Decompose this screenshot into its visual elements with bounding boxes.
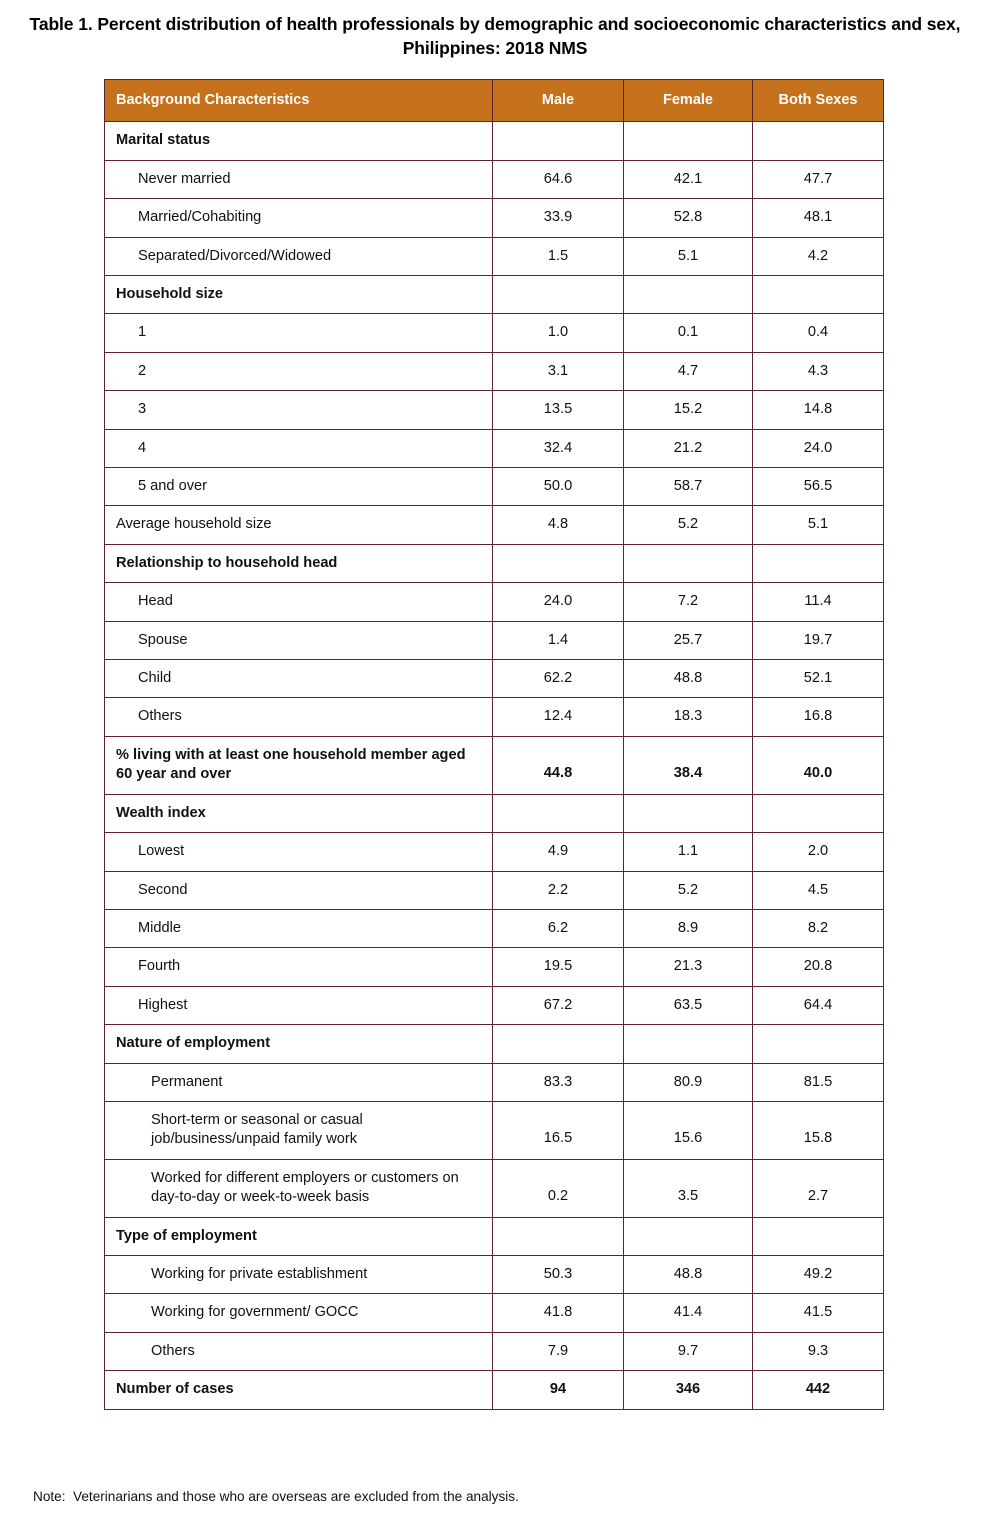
row-label: Spouse [105, 621, 493, 659]
row-value-female: 1.1 [624, 833, 753, 871]
row-value-both-sexes [753, 1217, 884, 1255]
column-header-background-characteristics: Background Characteristics [105, 80, 493, 122]
row-value-male: 16.5 [493, 1101, 624, 1159]
row-value-both-sexes: 0.4 [753, 314, 884, 352]
column-header-both-sexes: Both Sexes [753, 80, 884, 122]
row-value-both-sexes: 14.8 [753, 391, 884, 429]
table-row [105, 276, 884, 314]
row-value-both-sexes [753, 794, 884, 832]
table-row [105, 1101, 884, 1159]
row-value-male: 0.2 [493, 1159, 624, 1217]
table-row [105, 122, 884, 160]
table-row [105, 1294, 884, 1332]
table-row [105, 1332, 884, 1370]
row-value-female: 5.1 [624, 237, 753, 275]
table-row [105, 698, 884, 736]
row-value-female: 0.1 [624, 314, 753, 352]
row-label: Fourth [105, 948, 493, 986]
table-row [105, 429, 884, 467]
table-row [105, 199, 884, 237]
row-label: Average household size [105, 506, 493, 544]
row-value-female: 15.6 [624, 1101, 753, 1159]
row-value-both-sexes: 442 [753, 1371, 884, 1409]
row-label: 3 [105, 391, 493, 429]
row-value-female: 52.8 [624, 199, 753, 237]
row-label: Never married [105, 160, 493, 198]
row-value-both-sexes: 48.1 [753, 199, 884, 237]
table-row [105, 794, 884, 832]
table-row [105, 736, 884, 794]
row-value-both-sexes [753, 544, 884, 582]
table-row [105, 948, 884, 986]
distribution-table [104, 79, 884, 1410]
row-value-male: 1.4 [493, 621, 624, 659]
row-value-female: 15.2 [624, 391, 753, 429]
row-value-male [493, 276, 624, 314]
table-row [105, 352, 884, 390]
table-row [105, 1371, 884, 1409]
row-value-male: 1.0 [493, 314, 624, 352]
table-note: Note: Veterinarians and those who are overseas are excluded from the analysis. [33, 1489, 519, 1504]
row-label: Others [105, 1332, 493, 1370]
row-label: 2 [105, 352, 493, 390]
row-value-both-sexes [753, 276, 884, 314]
row-label: Child [105, 660, 493, 698]
row-value-both-sexes: 5.1 [753, 506, 884, 544]
row-value-female [624, 1217, 753, 1255]
table-row [105, 909, 884, 947]
row-label: Separated/Divorced/Widowed [105, 237, 493, 275]
row-value-female: 18.3 [624, 698, 753, 736]
table-row [105, 833, 884, 871]
row-value-both-sexes [753, 122, 884, 160]
row-value-female: 80.9 [624, 1063, 753, 1101]
table-row [105, 391, 884, 429]
row-value-male: 24.0 [493, 583, 624, 621]
page-title [0, 0, 990, 60]
table-header-row [105, 80, 884, 122]
table-row [105, 506, 884, 544]
row-value-male: 32.4 [493, 429, 624, 467]
table-row [105, 986, 884, 1024]
row-value-male: 44.8 [493, 736, 624, 794]
row-value-both-sexes [753, 1025, 884, 1063]
row-value-both-sexes: 40.0 [753, 736, 884, 794]
row-value-both-sexes: 9.3 [753, 1332, 884, 1370]
row-value-both-sexes: 20.8 [753, 948, 884, 986]
row-value-male [493, 544, 624, 582]
row-value-both-sexes: 81.5 [753, 1063, 884, 1101]
table-row [105, 237, 884, 275]
row-value-male [493, 794, 624, 832]
row-label: Lowest [105, 833, 493, 871]
table-row [105, 544, 884, 582]
row-value-both-sexes: 2.0 [753, 833, 884, 871]
row-value-male: 62.2 [493, 660, 624, 698]
row-value-male: 50.0 [493, 468, 624, 506]
table-row [105, 871, 884, 909]
table-row [105, 583, 884, 621]
row-value-female [624, 122, 753, 160]
row-value-both-sexes: 56.5 [753, 468, 884, 506]
row-value-female: 58.7 [624, 468, 753, 506]
row-value-both-sexes: 16.8 [753, 698, 884, 736]
row-label: Working for government/ GOCC [105, 1294, 493, 1332]
title-line-1: Table 1. Percent distribution of health professionals by demographic and socioeconomic characteristics and sex, [29, 14, 961, 34]
row-value-female: 48.8 [624, 660, 753, 698]
row-value-male: 50.3 [493, 1255, 624, 1293]
table-container [104, 79, 883, 1410]
row-value-male: 4.9 [493, 833, 624, 871]
row-value-male: 6.2 [493, 909, 624, 947]
row-value-female: 5.2 [624, 871, 753, 909]
row-value-male: 83.3 [493, 1063, 624, 1101]
row-value-female: 21.2 [624, 429, 753, 467]
row-value-male: 13.5 [493, 391, 624, 429]
row-value-male [493, 1025, 624, 1063]
row-label: Others [105, 698, 493, 736]
row-label: Head [105, 583, 493, 621]
row-value-both-sexes: 52.1 [753, 660, 884, 698]
row-label: Relationship to household head [105, 544, 493, 582]
row-value-male [493, 122, 624, 160]
row-label: Second [105, 871, 493, 909]
row-label: Type of employment [105, 1217, 493, 1255]
row-value-male: 2.2 [493, 871, 624, 909]
table-row [105, 1255, 884, 1293]
row-value-female: 21.3 [624, 948, 753, 986]
row-value-female: 4.7 [624, 352, 753, 390]
table-row [105, 314, 884, 352]
table-row [105, 1159, 884, 1217]
row-label: 4 [105, 429, 493, 467]
row-value-female: 8.9 [624, 909, 753, 947]
row-label: 5 and over [105, 468, 493, 506]
row-value-female: 9.7 [624, 1332, 753, 1370]
row-value-male: 7.9 [493, 1332, 624, 1370]
row-label: Marital status [105, 122, 493, 160]
row-value-both-sexes: 19.7 [753, 621, 884, 659]
table-header [105, 80, 884, 122]
row-value-male: 12.4 [493, 698, 624, 736]
row-value-female: 346 [624, 1371, 753, 1409]
row-value-both-sexes: 4.5 [753, 871, 884, 909]
row-value-male: 94 [493, 1371, 624, 1409]
table-row [105, 1217, 884, 1255]
table-row [105, 468, 884, 506]
row-label: Number of cases [105, 1371, 493, 1409]
row-value-both-sexes: 2.7 [753, 1159, 884, 1217]
row-value-female: 38.4 [624, 736, 753, 794]
row-value-male: 19.5 [493, 948, 624, 986]
row-value-both-sexes: 4.3 [753, 352, 884, 390]
row-label: Permanent [105, 1063, 493, 1101]
row-value-both-sexes: 49.2 [753, 1255, 884, 1293]
row-value-both-sexes: 11.4 [753, 583, 884, 621]
row-value-female: 41.4 [624, 1294, 753, 1332]
table-body [105, 122, 884, 1409]
row-label: Worked for different employers or customers on day-to-day or week-to-week basis [105, 1159, 493, 1217]
column-header-female: Female [624, 80, 753, 122]
row-value-female [624, 276, 753, 314]
row-value-male: 1.5 [493, 237, 624, 275]
table-row [105, 1025, 884, 1063]
table-row [105, 660, 884, 698]
row-value-female: 63.5 [624, 986, 753, 1024]
title-line-2: Philippines: 2018 NMS [402, 38, 588, 59]
row-value-female: 25.7 [624, 621, 753, 659]
row-value-both-sexes: 47.7 [753, 160, 884, 198]
row-value-female [624, 794, 753, 832]
row-label: 1 [105, 314, 493, 352]
row-label: % living with at least one household member aged 60 year and over [105, 736, 493, 794]
row-value-male: 41.8 [493, 1294, 624, 1332]
row-label: Household size [105, 276, 493, 314]
row-label: Wealth index [105, 794, 493, 832]
row-value-both-sexes: 15.8 [753, 1101, 884, 1159]
column-header-male: Male [493, 80, 624, 122]
row-value-male: 3.1 [493, 352, 624, 390]
row-label: Working for private establishment [105, 1255, 493, 1293]
row-value-both-sexes: 24.0 [753, 429, 884, 467]
row-label: Middle [105, 909, 493, 947]
row-label: Married/Cohabiting [105, 199, 493, 237]
row-value-female: 7.2 [624, 583, 753, 621]
table-row [105, 621, 884, 659]
row-value-male [493, 1217, 624, 1255]
row-value-female [624, 544, 753, 582]
table-row [105, 160, 884, 198]
row-value-both-sexes: 8.2 [753, 909, 884, 947]
row-label: Highest [105, 986, 493, 1024]
row-value-female: 3.5 [624, 1159, 753, 1217]
row-value-both-sexes: 41.5 [753, 1294, 884, 1332]
row-label: Nature of employment [105, 1025, 493, 1063]
row-value-male: 33.9 [493, 199, 624, 237]
row-value-female: 42.1 [624, 160, 753, 198]
row-value-male: 64.6 [493, 160, 624, 198]
row-value-both-sexes: 4.2 [753, 237, 884, 275]
row-value-female [624, 1025, 753, 1063]
row-value-male: 4.8 [493, 506, 624, 544]
row-value-male: 67.2 [493, 986, 624, 1024]
row-value-both-sexes: 64.4 [753, 986, 884, 1024]
row-value-female: 48.8 [624, 1255, 753, 1293]
table-row [105, 1063, 884, 1101]
row-label: Short-term or seasonal or casual job/business/unpaid family work [105, 1101, 493, 1159]
row-value-female: 5.2 [624, 506, 753, 544]
